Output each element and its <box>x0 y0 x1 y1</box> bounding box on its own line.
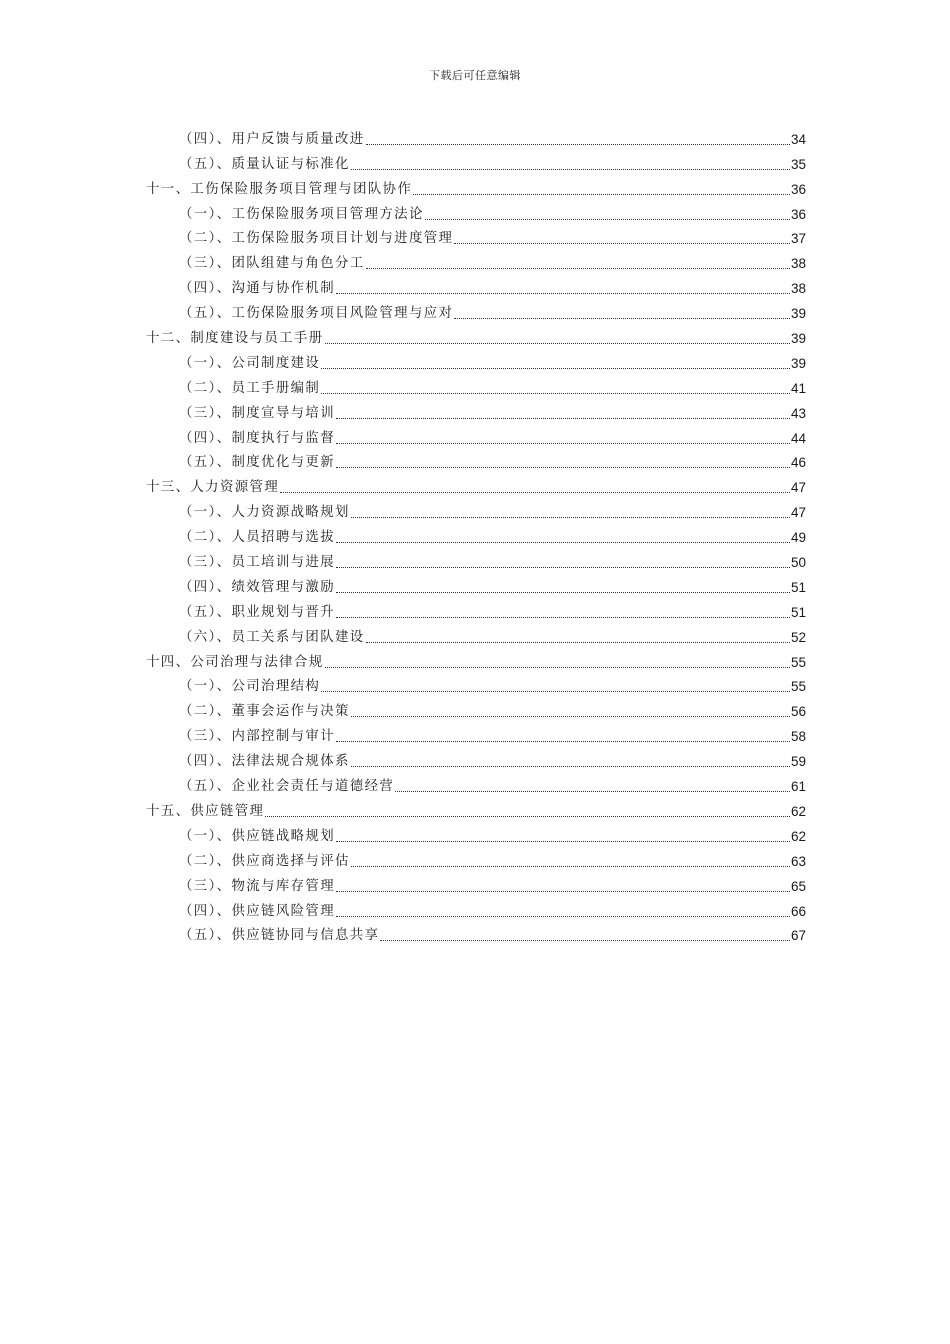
toc-page-number: 56 <box>790 704 806 720</box>
toc-page-number: 63 <box>790 853 806 869</box>
toc-entry-title: （一）、公司治理结构 <box>179 679 321 695</box>
toc-section-entry[interactable] <box>146 348 806 373</box>
toc-page-number: 38 <box>790 281 806 297</box>
toc-section-entry[interactable] <box>146 547 806 572</box>
toc-dot-leader <box>265 816 790 817</box>
toc-page-number: 38 <box>790 256 806 272</box>
toc-page-number: 50 <box>790 555 806 571</box>
toc-section-entry[interactable] <box>146 224 806 249</box>
toc-dot-leader <box>336 418 790 419</box>
toc-entry-title: （五）、供应链协同与信息共享 <box>179 928 380 944</box>
toc-dot-leader <box>454 318 790 319</box>
toc-entry-title: （五）、职业规划与晋升 <box>179 604 335 620</box>
toc-dot-leader <box>336 891 790 892</box>
toc-page-number: 58 <box>790 729 806 745</box>
toc-dot-leader <box>366 642 790 643</box>
toc-dot-leader <box>454 243 790 244</box>
toc-entry-title: （五）、企业社会责任与道德经营 <box>179 779 395 795</box>
toc-dot-leader <box>336 443 790 444</box>
toc-entry-title: （五）、质量认证与标准化 <box>179 156 350 172</box>
toc-entry-title: （二）、人员招聘与选拔 <box>179 530 335 546</box>
toc-page-number: 55 <box>790 654 806 670</box>
toc-dot-leader <box>280 492 790 493</box>
toc-dot-leader <box>336 293 790 294</box>
toc-dot-leader <box>395 791 790 792</box>
toc-page-number: 39 <box>790 331 806 347</box>
toc-section-entry[interactable] <box>146 696 806 721</box>
toc-section-entry[interactable] <box>146 423 806 448</box>
toc-entry-title: （三）、内部控制与审计 <box>179 729 335 745</box>
toc-section-entry[interactable] <box>146 572 806 597</box>
toc-page-number: 41 <box>790 380 806 396</box>
toc-entry-title: 十五、供应链管理 <box>146 803 265 819</box>
toc-entry-title: （一）、人力资源战略规划 <box>179 505 350 521</box>
toc-entry-title: （五）、制度优化与更新 <box>179 455 335 471</box>
toc-entry-title: （二）、员工手册编制 <box>179 380 321 396</box>
toc-section-entry[interactable] <box>146 921 806 946</box>
toc-dot-leader <box>336 467 790 468</box>
toc-section-entry[interactable] <box>146 248 806 273</box>
toc-page-number: 67 <box>790 928 806 944</box>
toc-entry-title: （四）、法律法规合规体系 <box>179 754 350 770</box>
toc-page-number: 34 <box>790 131 806 147</box>
toc-page-number: 35 <box>790 156 806 172</box>
toc-page-number: 46 <box>790 455 806 471</box>
toc-dot-leader <box>425 219 790 220</box>
toc-entry-title: （三）、团队组建与角色分工 <box>179 256 365 272</box>
toc-section-entry[interactable] <box>146 273 806 298</box>
toc-entry-title: （五）、工伤保险服务项目风险管理与应对 <box>179 306 454 322</box>
toc-entry-title: （一）、供应链战略规划 <box>179 828 335 844</box>
toc-dot-leader <box>366 144 790 145</box>
toc-section-entry[interactable] <box>146 124 806 149</box>
toc-section-entry[interactable] <box>146 721 806 746</box>
toc-entry-title: （二）、董事会运作与决策 <box>179 704 350 720</box>
toc-dot-leader <box>351 517 790 518</box>
toc-page-number: 49 <box>790 530 806 546</box>
toc-section-entry[interactable] <box>146 746 806 771</box>
toc-section-entry[interactable] <box>146 871 806 896</box>
toc-dot-leader <box>321 368 790 369</box>
toc-dot-leader <box>325 667 790 668</box>
toc-section-entry[interactable] <box>146 597 806 622</box>
toc-page-number: 47 <box>790 505 806 521</box>
toc-entry-title: 十三、人力资源管理 <box>146 480 280 496</box>
toc-chapter-entry[interactable] <box>146 323 806 348</box>
toc-page-number: 37 <box>790 231 806 247</box>
toc-page-number: 36 <box>790 181 806 197</box>
toc-entry-title: （四）、制度执行与监督 <box>179 430 335 446</box>
toc-chapter-entry[interactable] <box>146 174 806 199</box>
toc-section-entry[interactable] <box>146 672 806 697</box>
toc-entry-title: 十二、制度建设与员工手册 <box>146 331 324 347</box>
toc-section-entry[interactable] <box>146 821 806 846</box>
toc-dot-leader <box>336 567 790 568</box>
toc-page-number: 36 <box>790 206 806 222</box>
toc-chapter-entry[interactable] <box>146 472 806 497</box>
toc-section-entry[interactable] <box>146 497 806 522</box>
toc-page-number: 52 <box>790 629 806 645</box>
toc-dot-leader <box>325 343 790 344</box>
toc-page-number: 51 <box>790 604 806 620</box>
toc-page-number: 59 <box>790 754 806 770</box>
toc-dot-leader <box>351 169 790 170</box>
toc-entry-title: （三）、员工培训与进展 <box>179 555 335 571</box>
toc-dot-leader <box>321 691 790 692</box>
toc-section-entry[interactable] <box>146 771 806 796</box>
toc-section-entry[interactable] <box>146 522 806 547</box>
toc-entry-title: 十四、公司治理与法律合规 <box>146 654 324 670</box>
toc-page-number: 44 <box>790 430 806 446</box>
toc-dot-leader <box>351 766 790 767</box>
toc-dot-leader <box>336 617 790 618</box>
toc-dot-leader <box>336 916 790 917</box>
toc-section-entry[interactable] <box>146 298 806 323</box>
toc-section-entry[interactable] <box>146 398 806 423</box>
toc-section-entry[interactable] <box>146 622 806 647</box>
toc-page-number: 61 <box>790 779 806 795</box>
toc-page-number: 43 <box>790 405 806 421</box>
toc-dot-leader <box>351 866 790 867</box>
toc-dot-leader <box>366 268 790 269</box>
toc-entry-title: 十一、工伤保险服务项目管理与团队协作 <box>146 181 413 197</box>
toc-dot-leader <box>336 841 790 842</box>
toc-page-number: 39 <box>790 306 806 322</box>
toc-entry-title: （四）、沟通与协作机制 <box>179 281 335 297</box>
toc-section-entry[interactable] <box>146 846 806 871</box>
toc-dot-leader <box>336 542 790 543</box>
toc-entry-title: （二）、供应商选择与评估 <box>179 853 350 869</box>
toc-section-entry[interactable] <box>146 448 806 473</box>
toc-section-entry[interactable] <box>146 199 806 224</box>
toc-entry-title: （一）、公司制度建设 <box>179 355 321 371</box>
toc-dot-leader <box>351 716 790 717</box>
toc-entry-title: （四）、供应链风险管理 <box>179 903 335 919</box>
toc-page-number: 65 <box>790 878 806 894</box>
toc-page-number: 62 <box>790 828 806 844</box>
toc-entry-title: （四）、绩效管理与激励 <box>179 579 335 595</box>
toc-dot-leader <box>380 940 790 941</box>
toc-entry-title: （四）、用户反馈与质量改进 <box>179 131 365 147</box>
toc-page-number: 47 <box>790 480 806 496</box>
table-of-contents <box>146 124 806 945</box>
toc-chapter-entry[interactable] <box>146 796 806 821</box>
toc-section-entry[interactable] <box>146 373 806 398</box>
toc-section-entry[interactable] <box>146 149 806 174</box>
toc-page-number: 39 <box>790 355 806 371</box>
toc-dot-leader <box>336 741 790 742</box>
page-header: 下载后可任意编辑 <box>429 69 521 82</box>
toc-dot-leader <box>413 194 790 195</box>
toc-entry-title: （三）、物流与库存管理 <box>179 878 335 894</box>
toc-dot-leader <box>321 393 790 394</box>
toc-section-entry[interactable] <box>146 896 806 921</box>
toc-dot-leader <box>336 592 790 593</box>
toc-entry-title: （六）、员工关系与团队建设 <box>179 629 365 645</box>
toc-page-number: 66 <box>790 903 806 919</box>
toc-chapter-entry[interactable] <box>146 647 806 672</box>
toc-entry-title: （二）、工伤保险服务项目计划与进度管理 <box>179 231 454 247</box>
toc-page-number: 55 <box>790 679 806 695</box>
toc-entry-title: （一）、工伤保险服务项目管理方法论 <box>179 206 424 222</box>
toc-entry-title: （三）、制度宣导与培训 <box>179 405 335 421</box>
toc-page-number: 62 <box>790 803 806 819</box>
toc-page-number: 51 <box>790 579 806 595</box>
